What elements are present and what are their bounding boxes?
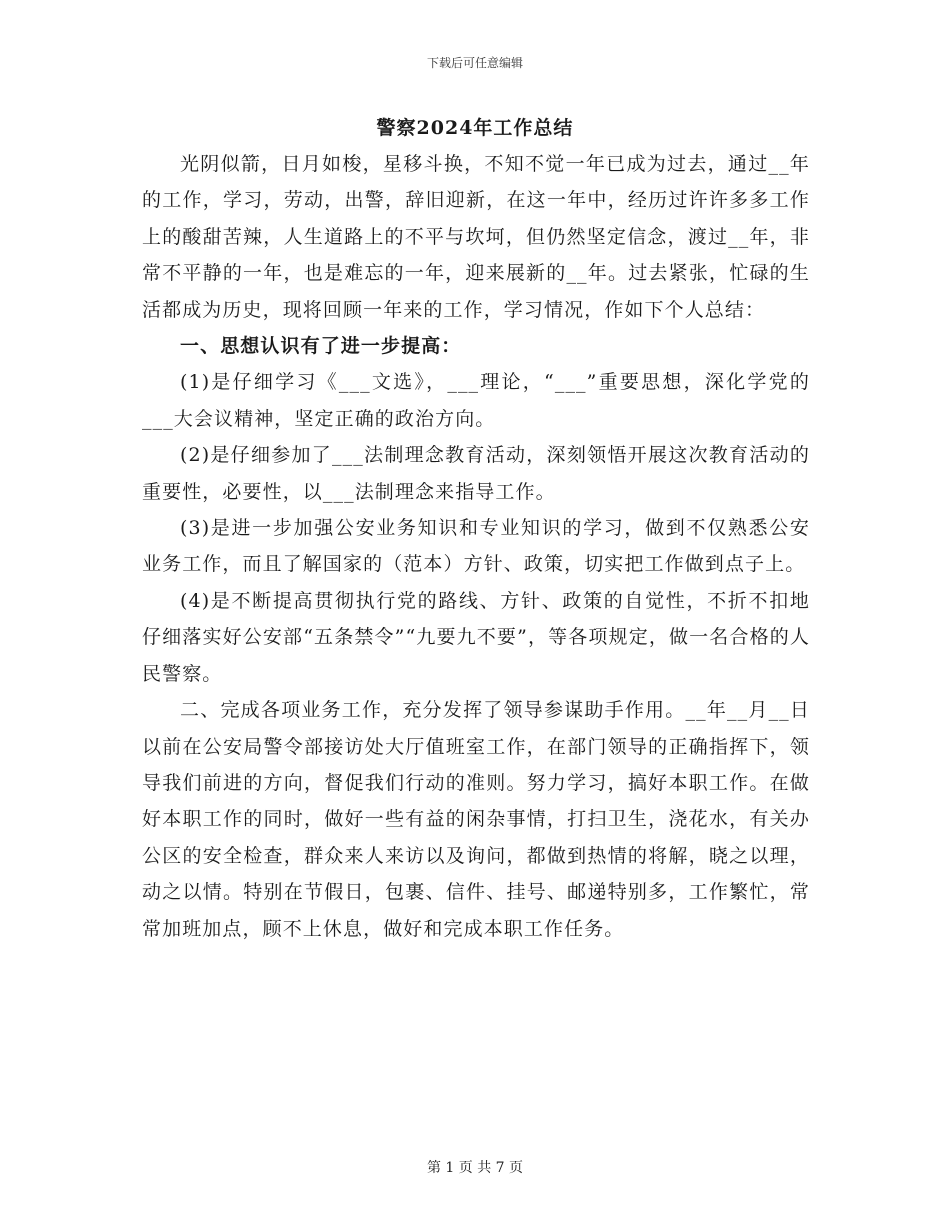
intro-paragraph: 光阴似箭，日月如梭，星移斗换，不知不觉一年已成为过去，通过__年的工作，学习，劳动，出警，辞旧迎新，在这一年中，经历过许许多多工作上的酸甜苦辣，人生道路上的不平与坎坷，但仍然坚定信念，渡过__年，非常不平静的一年，也是难忘的一年，迎来展新的__年。过去紧张，忙碌的生活都成为历史，现将回顾一年来的工作，学习情况，作如下个人总结： [142,153,810,321]
section-paragraph-2: 二、完成各项业务工作，充分发挥了领导参谋助手作用。__年__月__日以前在公安局警令部接访处大厅值班室工作，在部门领导的正确指挥下，领导我们前进的方向，督促我们行动的准则。努力学习，搞好本职工作。在做好本职工作的同时，做好一些有益的闲杂事情，打扫卫生，浇花水，有关办公区的安全检查，群众来人来访以及询问，都做到热情的将解，晓之以理，动之以情。特别在节假日，包裹、信件、挂号、邮递特别多，工作繁忙，常常加班加点，顾不上休息，做好和完成本职工作任务。 [142,699,810,940]
page-title: 警察2024年工作总结 [376,117,574,139]
document-body [142,146,810,947]
item-paragraph-3: (3)是进一步加强公安业务知识和专业知识的学习，做到不仅熟悉公安业务工作，而且了解国家的（范本）方针、政策，切实把工作做到点子上。 [142,517,810,576]
header-note: 下载后可任意编辑 [426,56,523,70]
section-heading-1: 一、思想认识有了进一步提高： [180,335,462,358]
page-number: 第 1 页 共 7 页 [426,1160,524,1176]
item-paragraph-2: (2)是仔细参加了___法制理念教育活动，深刻领悟开展这次教育活动的重要性，必要性，以___法制理念来指导工作。 [142,444,810,503]
item-paragraph-4: (4)是不断提高贯彻执行党的路线、方针、政策的自觉性，不折不扣地仔细落实好公安部“五条禁令”“九要九不要”，等各项规定，做一名合格的人民警察。 [142,589,810,685]
item-paragraph-1: (1)是仔细学习《___文选》，___理论，“___”重要思想，深化学党的___大会议精神，坚定正确的政治方向。 [142,371,810,430]
